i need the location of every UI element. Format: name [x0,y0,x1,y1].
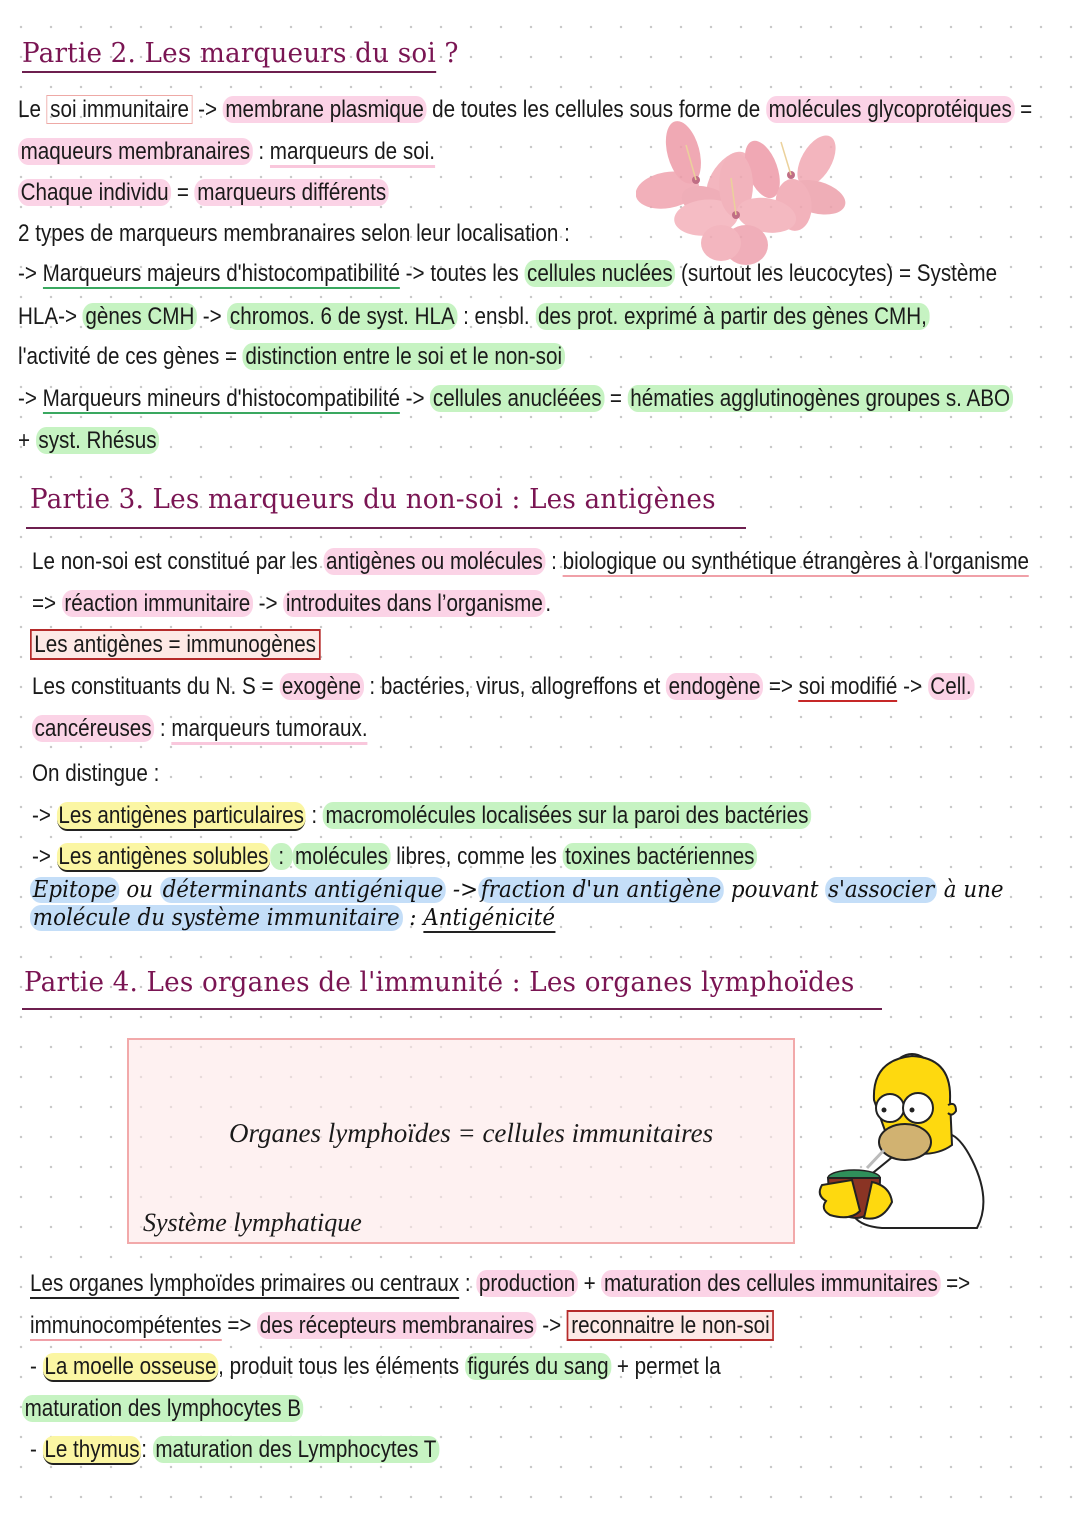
part3-line-7: -> Les antigènes particulaires : macromolécules localisées sur la paroi des bactéries [32,801,811,831]
part3-line-10: molécule du système immunitaire : Antigénicité [30,904,555,932]
part4-line-4: maturation des lymphocytes B [22,1394,304,1424]
part2-line-6: HLA-> gènes CMH -> chromos. 6 de syst. HLA : ensbl. des prot. exprimé à partir des gènes CMH, [18,302,929,332]
summary-main-text: Organes lymphoïdes = cellules immunitaires [229,1118,714,1148]
part3-line-4: Les constituants du N. S = exogène : bactéries, virus, allogreffons et endogène => soi modifié -> Cell. [32,672,974,702]
part3-line-9: Epitope ou déterminants antigénique -> fraction d'un antigène pouvant s'associer à une [30,876,1004,904]
part2-line-5: -> Marqueurs majeurs d'histocompatibilité -> toutes les cellules nuclées (surtout les leucocytes) = Système [18,260,998,287]
part3-heading: Partie 3. Les marqueurs du non-soi : Les antigènes [30,484,716,515]
soi-immunitaire-box: soi immunitaire [47,95,193,124]
part4-line-3: - La moelle osseuse, produit tous les éléments figurés du sang + permet la [30,1353,721,1380]
part4-line-2: immunocompétentes => des récepteurs membranaires -> reconnaitre le non-soi [30,1311,774,1341]
part2-heading [22,38,459,69]
part4-heading-rule [22,1008,882,1010]
part2-line-8: -> Marqueurs mineurs d'histocompatibilité -> cellules anucléées = hématies agglutinogènes groupes s. ABO [18,384,1013,414]
part2-title: Partie 2. Les marqueurs du soi [22,38,436,73]
part2-line-9: + syst. Rhésus [18,426,159,456]
part2-line-2: maqueurs membranaires : marqueurs de soi. [18,137,435,167]
part2-line-3: Chaque individu = marqueurs différents [18,178,389,208]
part4-heading: Partie 4. Les organes de l'immunité : Les organes lymphoïdes [24,967,855,998]
summary-sub-text: Système lymphatique [143,1208,362,1237]
part3-line-8: -> Les antigènes solubles : molécules libres, comme les toxines bactériennes [32,842,757,872]
part3-line-6: On distingue : [32,760,160,787]
part2-line-4: 2 types de marqueurs membranaires selon leur localisation : [18,220,570,247]
part3-line-3 [30,630,320,660]
part2-line-7: l'activité de ces gènes = distinction entre le soi et le non-soi [18,342,565,372]
part3-heading-rule [26,527,746,529]
part3-line-1: Le non-soi est constitué par les antigènes ou molécules : biologique ou synthétique étrangères à l'organisme [32,548,1030,575]
part2-line-1: Le soi immunitaire -> membrane plasmique de toutes les cellules sous forme de molécules glycoprotéiques = [18,96,1033,123]
antigenes-immunogenes-box: Les antigènes = immunogènes [30,629,320,660]
cartoon-character-drinking-sticker [812,1050,1002,1235]
part3-line-2: => réaction immunitaire -> introduites dans l’organisme . [32,590,552,617]
reconnaitre-non-soi-box: reconnaitre le non-soi [567,1310,774,1341]
part4-line-1: Les organes lymphoïdes primaires ou centraux : production + maturation des cellules immunitaires => [30,1270,971,1297]
part3-line-5: cancéreuses : marqueurs tumoraux. [32,714,368,744]
part2-title-suffix: ? [435,38,459,69]
lymphoid-summary-box [127,1038,795,1244]
part4-line-5: - Le thymus: maturation des Lymphocytes T [30,1435,439,1465]
pink-flowers-sticker [636,120,856,270]
